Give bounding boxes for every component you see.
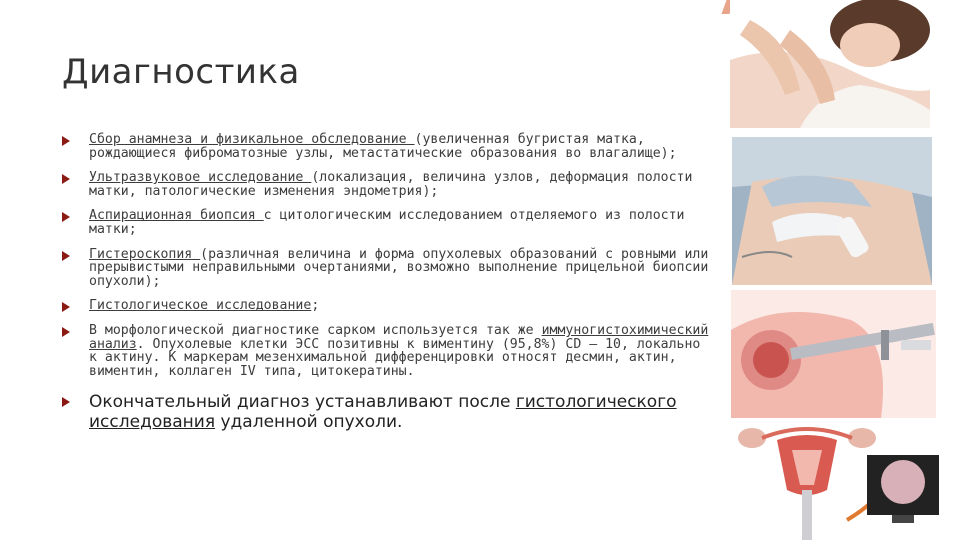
link-biopsy[interactable]: Аспирационная биопсия [89,208,264,224]
bullet-arrow-icon [62,174,70,184]
item-text: (локализация, величина узлов, деформация полости матки, патологические изменения эндометрия); [89,170,693,199]
bullet-arrow-icon [62,327,70,337]
item-text: ; [311,298,320,314]
link-histology[interactable]: Гистологическое исследование [89,298,312,314]
bullet-arrow-icon [62,302,70,312]
palpation-photo [730,0,930,128]
list-item [62,299,712,313]
item-text: В морфологической диагностике сарком используется так же [89,322,542,338]
list-item [62,324,712,378]
item-text: . Опухолевые клетки ЭСС позитивны к виментину (95,8%) CD – 10, локально к актину. К маркерам мезенхимальной дифференцировки относят десмин, актин, виментин, коллаген IV типа, цитокератины. [89,336,701,379]
item-text: Окончательный диагноз устанавливают после [89,392,516,413]
bullet-arrow-icon [62,212,70,222]
link-ultrasound[interactable]: Ультразвуковое исследование [89,170,312,186]
item-text: (различная величина и форма опухолевых образований с ровными или прерывистыми неправильными очертаниями, возможно выполнение прицельной биопсии опухоли); [89,246,709,289]
bullet-arrow-icon [62,136,70,146]
list-item [62,171,712,198]
hysteroscopy-illustration [731,290,936,418]
list-item-final [62,392,712,432]
link-histology-final[interactable]: гистологического исследования [89,392,677,433]
bullet-arrow-icon [62,397,70,407]
item-text: (увеличенная бугристая матка, рождающиеся фиброматозные узлы, метастатические образования во влагалище); [89,132,677,161]
item-text: с цитологическим исследованием отделяемого из полости матки; [89,208,685,237]
item-text: удаленной опухоли. [215,412,403,433]
list-item [62,248,712,289]
page-title: Диагностика [62,52,300,92]
bullet-arrow-icon [62,251,70,261]
bullet-list [62,133,712,432]
link-anamnesis[interactable]: Сбор анамнеза и физикальное обследование [89,132,415,147]
uterus-diagram-with-monitor [732,420,947,540]
list-item [62,133,712,160]
link-hysteroscopy[interactable]: Гистероскопия [89,246,201,262]
ultrasound-photo [732,137,932,285]
list-item [62,209,712,236]
link-immunohistochemistry[interactable]: иммуногистохимический анализ [89,322,709,352]
